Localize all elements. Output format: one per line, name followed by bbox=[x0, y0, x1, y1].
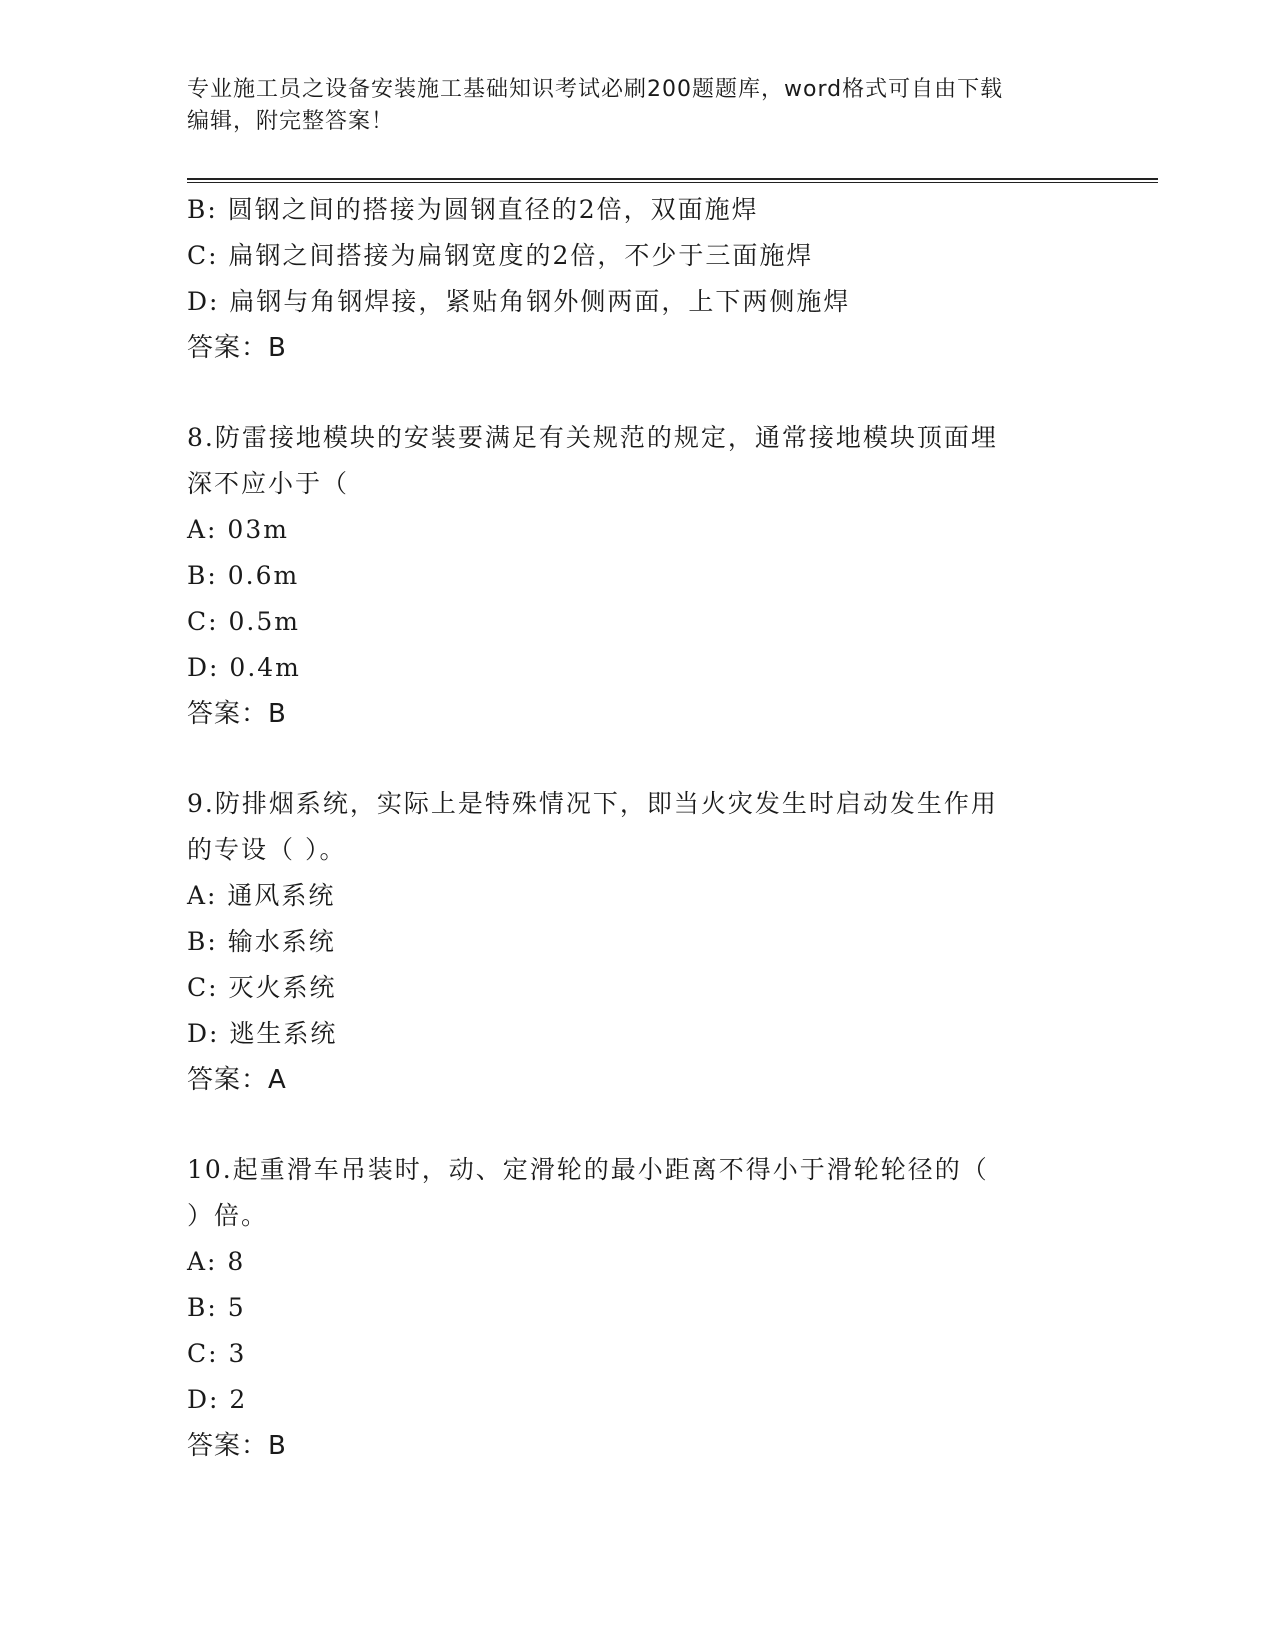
question-stem-line: 深不应小于（ bbox=[187, 469, 350, 498]
question-spacer bbox=[187, 1103, 1087, 1147]
question-8 bbox=[187, 415, 1087, 737]
question-stem-line: 10.起重滑车吊装时，动、定滑轮的最小距离不得小于滑轮轮径的（ bbox=[187, 1155, 989, 1184]
option-b: B: 0.6m bbox=[187, 561, 300, 590]
option-d: D: 0.4m bbox=[187, 653, 301, 682]
option-a: A: 通风系统 bbox=[187, 881, 336, 910]
option-a: A: 03m bbox=[187, 515, 289, 544]
question-stem-line: 的专设（ ）。 bbox=[187, 835, 347, 864]
option-d: D: 2 bbox=[187, 1385, 248, 1414]
question-stem bbox=[187, 415, 1087, 507]
option-d: D: 逃生系统 bbox=[187, 1019, 338, 1048]
option-b: B: 圆钢之间的搭接为圆钢直径的2倍，双面施焊 bbox=[187, 195, 759, 224]
option-a: A: 8 bbox=[187, 1247, 246, 1276]
question-stem-line: 9.防排烟系统，实际上是特殊情况下，即当火灾发生时启动发生作用 bbox=[187, 789, 998, 818]
header-line-2: 编辑，附完整答案！ bbox=[187, 109, 395, 134]
option-c: C: 灭火系统 bbox=[187, 973, 337, 1002]
option-b: B: 输水系统 bbox=[187, 927, 336, 956]
header-divider bbox=[187, 178, 1158, 183]
question-stem bbox=[187, 781, 1087, 873]
question-stem-line: ）倍。 bbox=[187, 1201, 269, 1230]
answer-label: 答案：B bbox=[187, 1431, 287, 1461]
option-c: C: 0.5m bbox=[187, 607, 300, 636]
question-stem-line: 8.防雷接地模块的安装要满足有关规范的规定，通常接地模块顶面埋 bbox=[187, 423, 998, 452]
question-10 bbox=[187, 1147, 1087, 1469]
option-d: D: 扁钢与角钢焊接，紧贴角钢外侧两面，上下两侧施焊 bbox=[187, 287, 851, 316]
answer-label: 答案：B bbox=[187, 333, 287, 363]
document-header bbox=[187, 74, 1087, 138]
question-content bbox=[187, 187, 1087, 1469]
option-c: C: 3 bbox=[187, 1339, 247, 1368]
question-spacer bbox=[187, 371, 1087, 415]
option-c: C: 扁钢之间搭接为扁钢宽度的2倍，不少于三面施焊 bbox=[187, 241, 814, 270]
option-b: B: 5 bbox=[187, 1293, 246, 1322]
question-stem bbox=[187, 1147, 1087, 1239]
answer-label: 答案：B bbox=[187, 699, 287, 729]
answer-label: 答案：A bbox=[187, 1065, 287, 1095]
header-line-1: 专业施工员之设备安装施工基础知识考试必刷200题题库，word格式可自由下载 bbox=[187, 77, 1004, 102]
question-7-continued bbox=[187, 187, 1087, 371]
question-9 bbox=[187, 781, 1087, 1103]
question-spacer bbox=[187, 737, 1087, 781]
